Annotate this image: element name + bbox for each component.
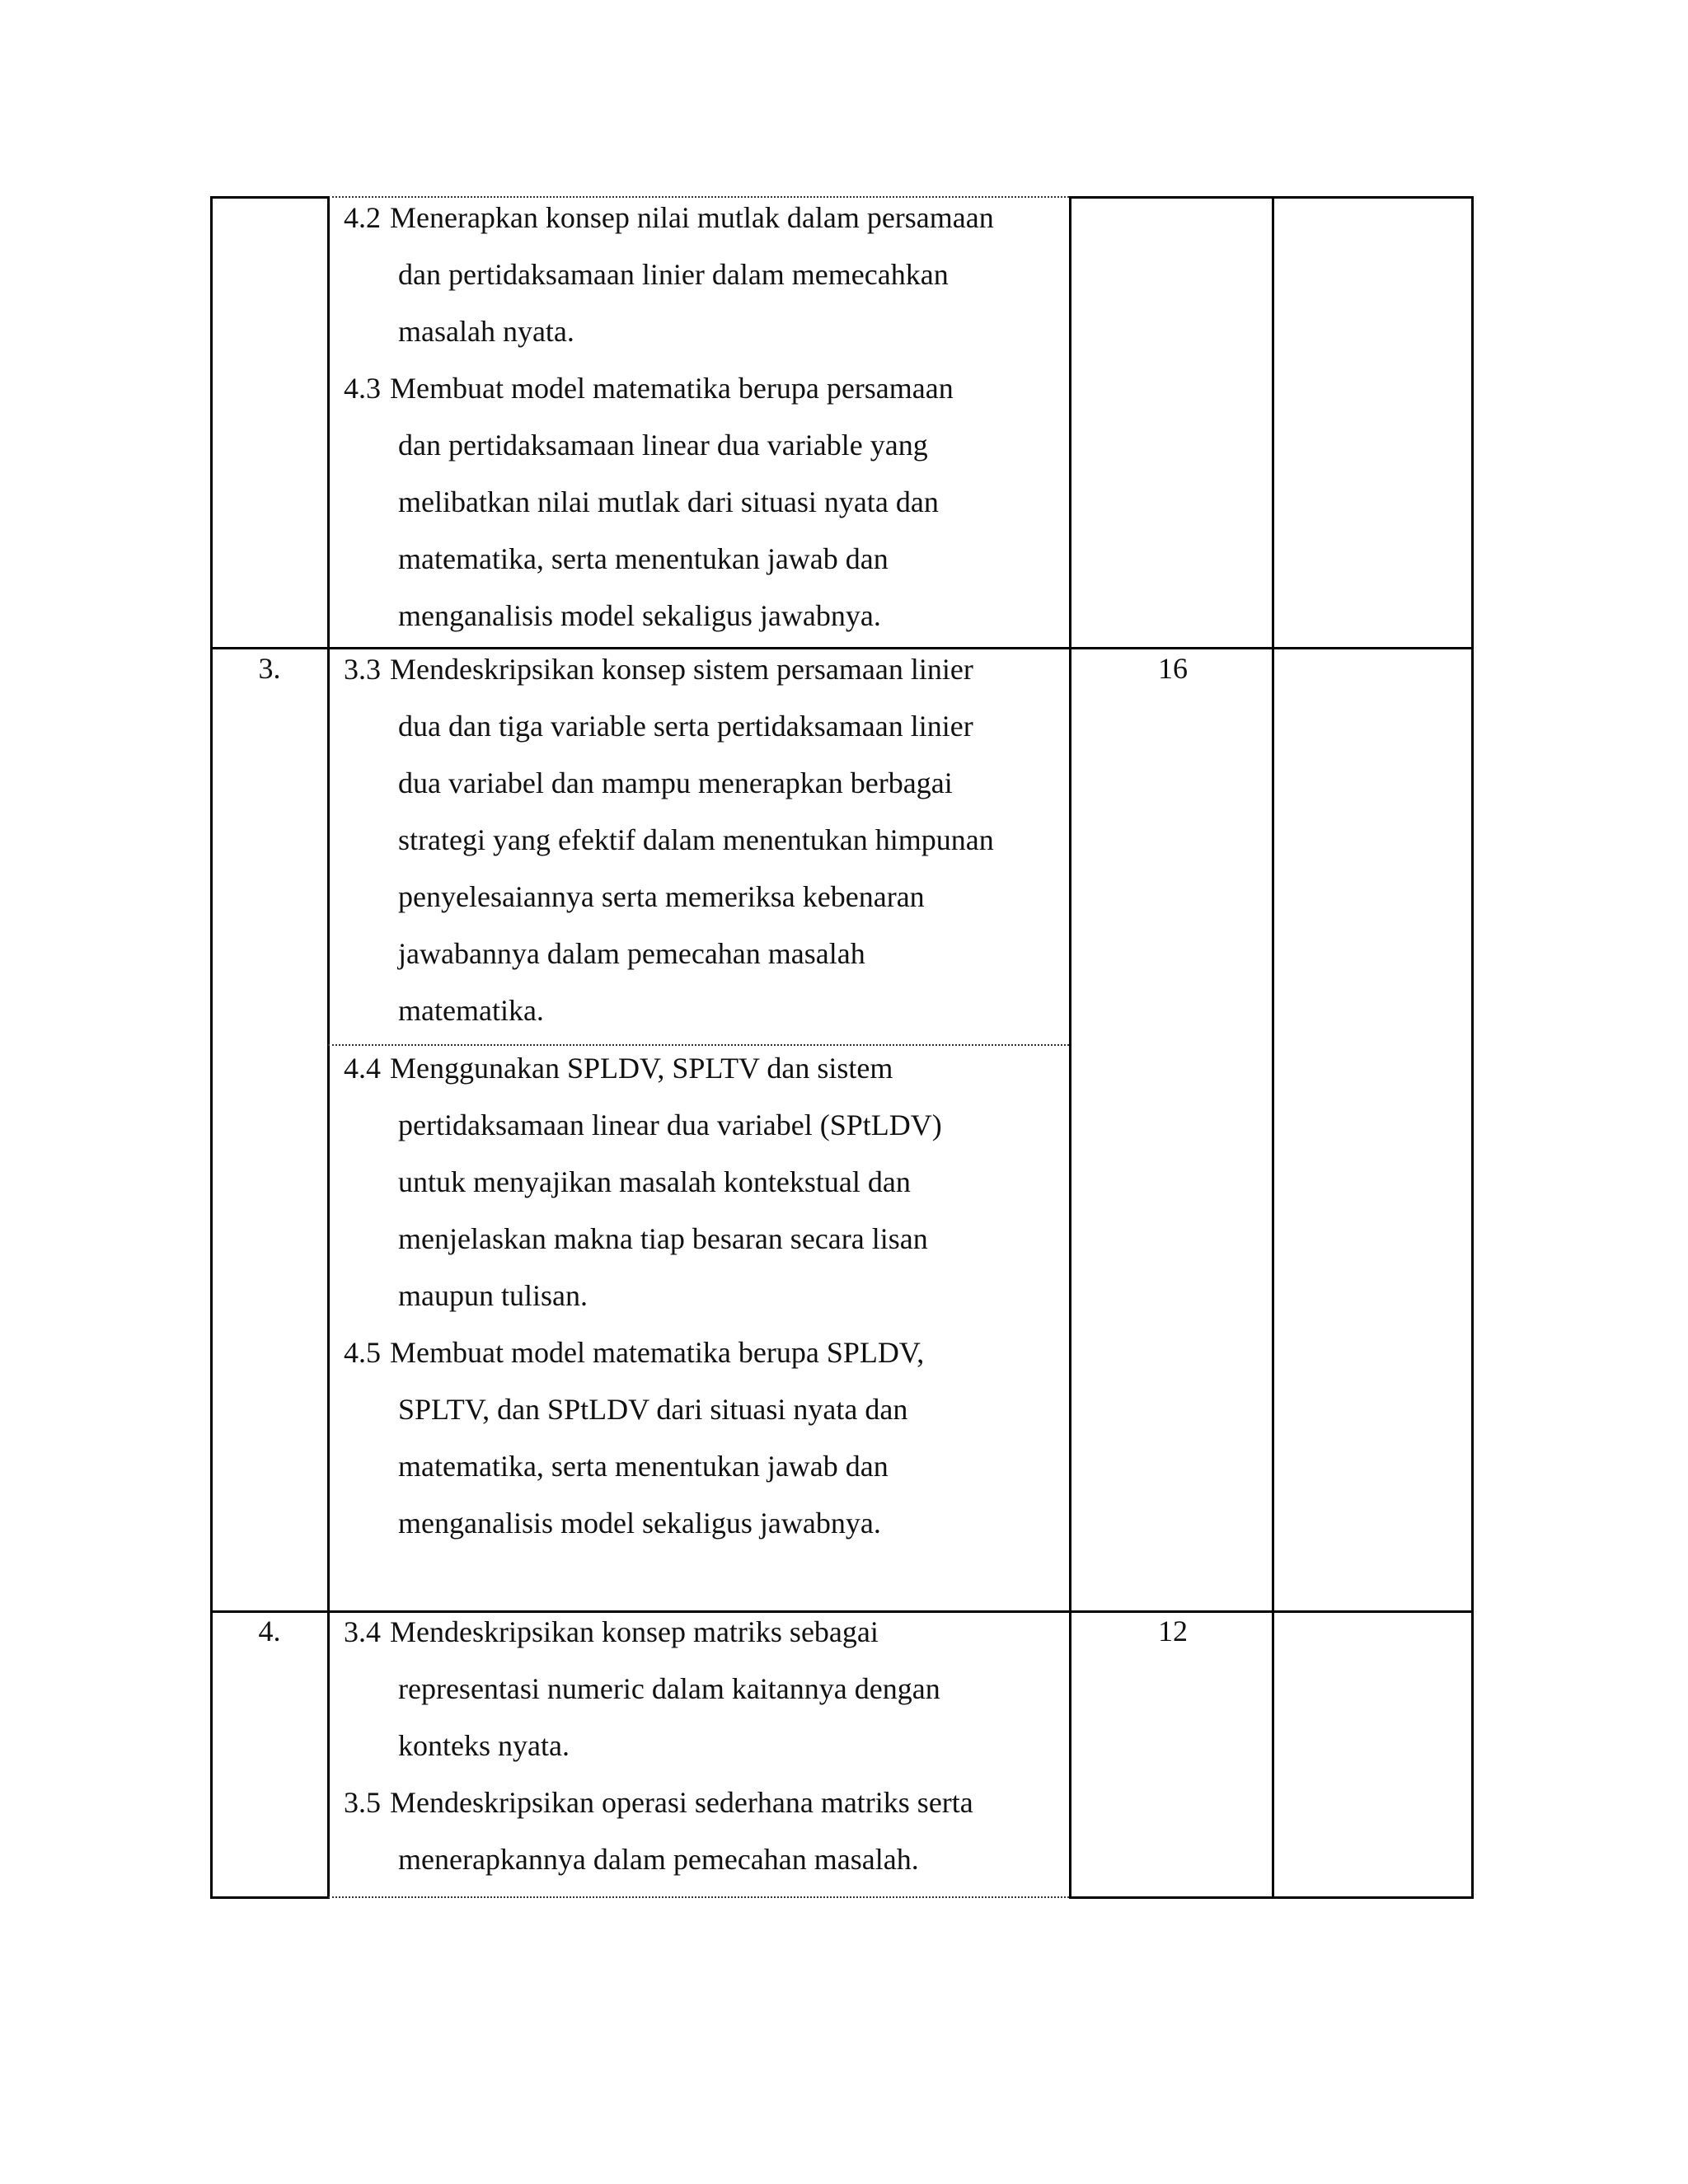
- competency-line: maupun tulisan.: [398, 1279, 588, 1312]
- row-hours: 16: [1158, 652, 1188, 685]
- competency-line: penyelesaiannya serta memeriksa kebenaran: [398, 880, 925, 913]
- competency-item: [344, 1604, 1069, 1774]
- table-bottom-border-left: [210, 1896, 330, 1899]
- competency-line: konteks nyata.: [398, 1729, 570, 1762]
- competency-line: matematika, serta menentukan jawab dan: [398, 1450, 889, 1483]
- competency-line: menganalisis model sekaligus jawabnya.: [398, 599, 881, 632]
- competency-item: [344, 190, 1069, 360]
- competency-item: [344, 1324, 1069, 1552]
- competency-line: Menerapkan konsep nilai mutlak dalam persamaan: [390, 201, 994, 234]
- competency-line: Mendeskripsikan konsep sistem persamaan linier: [390, 653, 973, 686]
- competency-line: dua variabel dan mampu menerapkan berbagai: [398, 766, 953, 799]
- table-bottom-border-right: [1069, 1896, 1474, 1899]
- competency-number: 4.2: [344, 201, 381, 234]
- competency-line: Mendeskripsikan konsep matriks sebagai: [390, 1615, 879, 1648]
- competency-line: dan pertidaksamaan linear dua variable yang: [398, 429, 928, 462]
- competency-line: representasi numeric dalam kaitannya dengan: [398, 1672, 940, 1705]
- competency-number: 4.4: [344, 1052, 381, 1085]
- competency-line: jawabannya dalam pemecahan masalah: [398, 937, 865, 970]
- competency-line: Menggunakan SPLDV, SPLTV dan sistem: [390, 1052, 893, 1085]
- row-1-competency-block: [344, 190, 1069, 644]
- competency-line: melibatkan nilai mutlak dari situasi nyata dan: [398, 485, 939, 518]
- row-2-competency-block-a: [344, 641, 1069, 1039]
- competency-line: SPLTV, dan SPtLDV dari situasi nyata dan: [398, 1393, 908, 1426]
- competency-item: [344, 641, 1069, 1039]
- row-2-competency-block-b: [344, 1040, 1069, 1552]
- row-number: 3.: [258, 652, 281, 685]
- table-right-border: [1471, 196, 1474, 1899]
- column-divider-1: [327, 196, 330, 1899]
- competency-line: matematika, serta menentukan jawab dan: [398, 542, 889, 575]
- competency-number: 4.5: [344, 1336, 381, 1369]
- competency-line: matematika.: [398, 994, 544, 1027]
- competency-item: [344, 1774, 1069, 1888]
- competency-line: Mendeskripsikan operasi sederhana matriks serta: [390, 1786, 973, 1819]
- row-hours: 12: [1158, 1615, 1188, 1647]
- competency-line: Membuat model matematika berupa persamaan: [390, 372, 954, 405]
- competency-line: menjelaskan makna tiap besaran secara lisan: [398, 1222, 928, 1255]
- row-3-competency-block: [344, 1604, 1069, 1888]
- competency-number: 3.3: [344, 653, 381, 686]
- table-top-border-left: [210, 196, 330, 199]
- competency-line: pertidaksamaan linear dua variabel (SPtLDV): [398, 1108, 942, 1141]
- competency-line: dua dan tiga variable serta pertidaksamaan linier: [398, 710, 973, 743]
- row-number: 4.: [258, 1615, 281, 1647]
- competency-line: strategi yang efektif dalam menentukan himpunan: [398, 823, 994, 856]
- competency-line: dan pertidaksamaan linier dalam memecahkan: [398, 258, 949, 291]
- competency-item: [344, 1040, 1069, 1324]
- competency-line: masalah nyata.: [398, 315, 574, 348]
- competency-item: [344, 360, 1069, 644]
- competency-line: menerapkannya dalam pemecahan masalah.: [398, 1843, 919, 1876]
- competency-line: menganalisis model sekaligus jawabnya.: [398, 1507, 881, 1540]
- competency-line: Membuat model matematika berupa SPLDV,: [390, 1336, 925, 1369]
- competency-number: 3.4: [344, 1615, 381, 1648]
- competency-line: untuk menyajikan masalah kontekstual dan: [398, 1165, 911, 1198]
- table-bottom-border-dotted: [328, 1896, 1069, 1898]
- competency-number: 3.5: [344, 1786, 381, 1819]
- competency-number: 4.3: [344, 372, 381, 405]
